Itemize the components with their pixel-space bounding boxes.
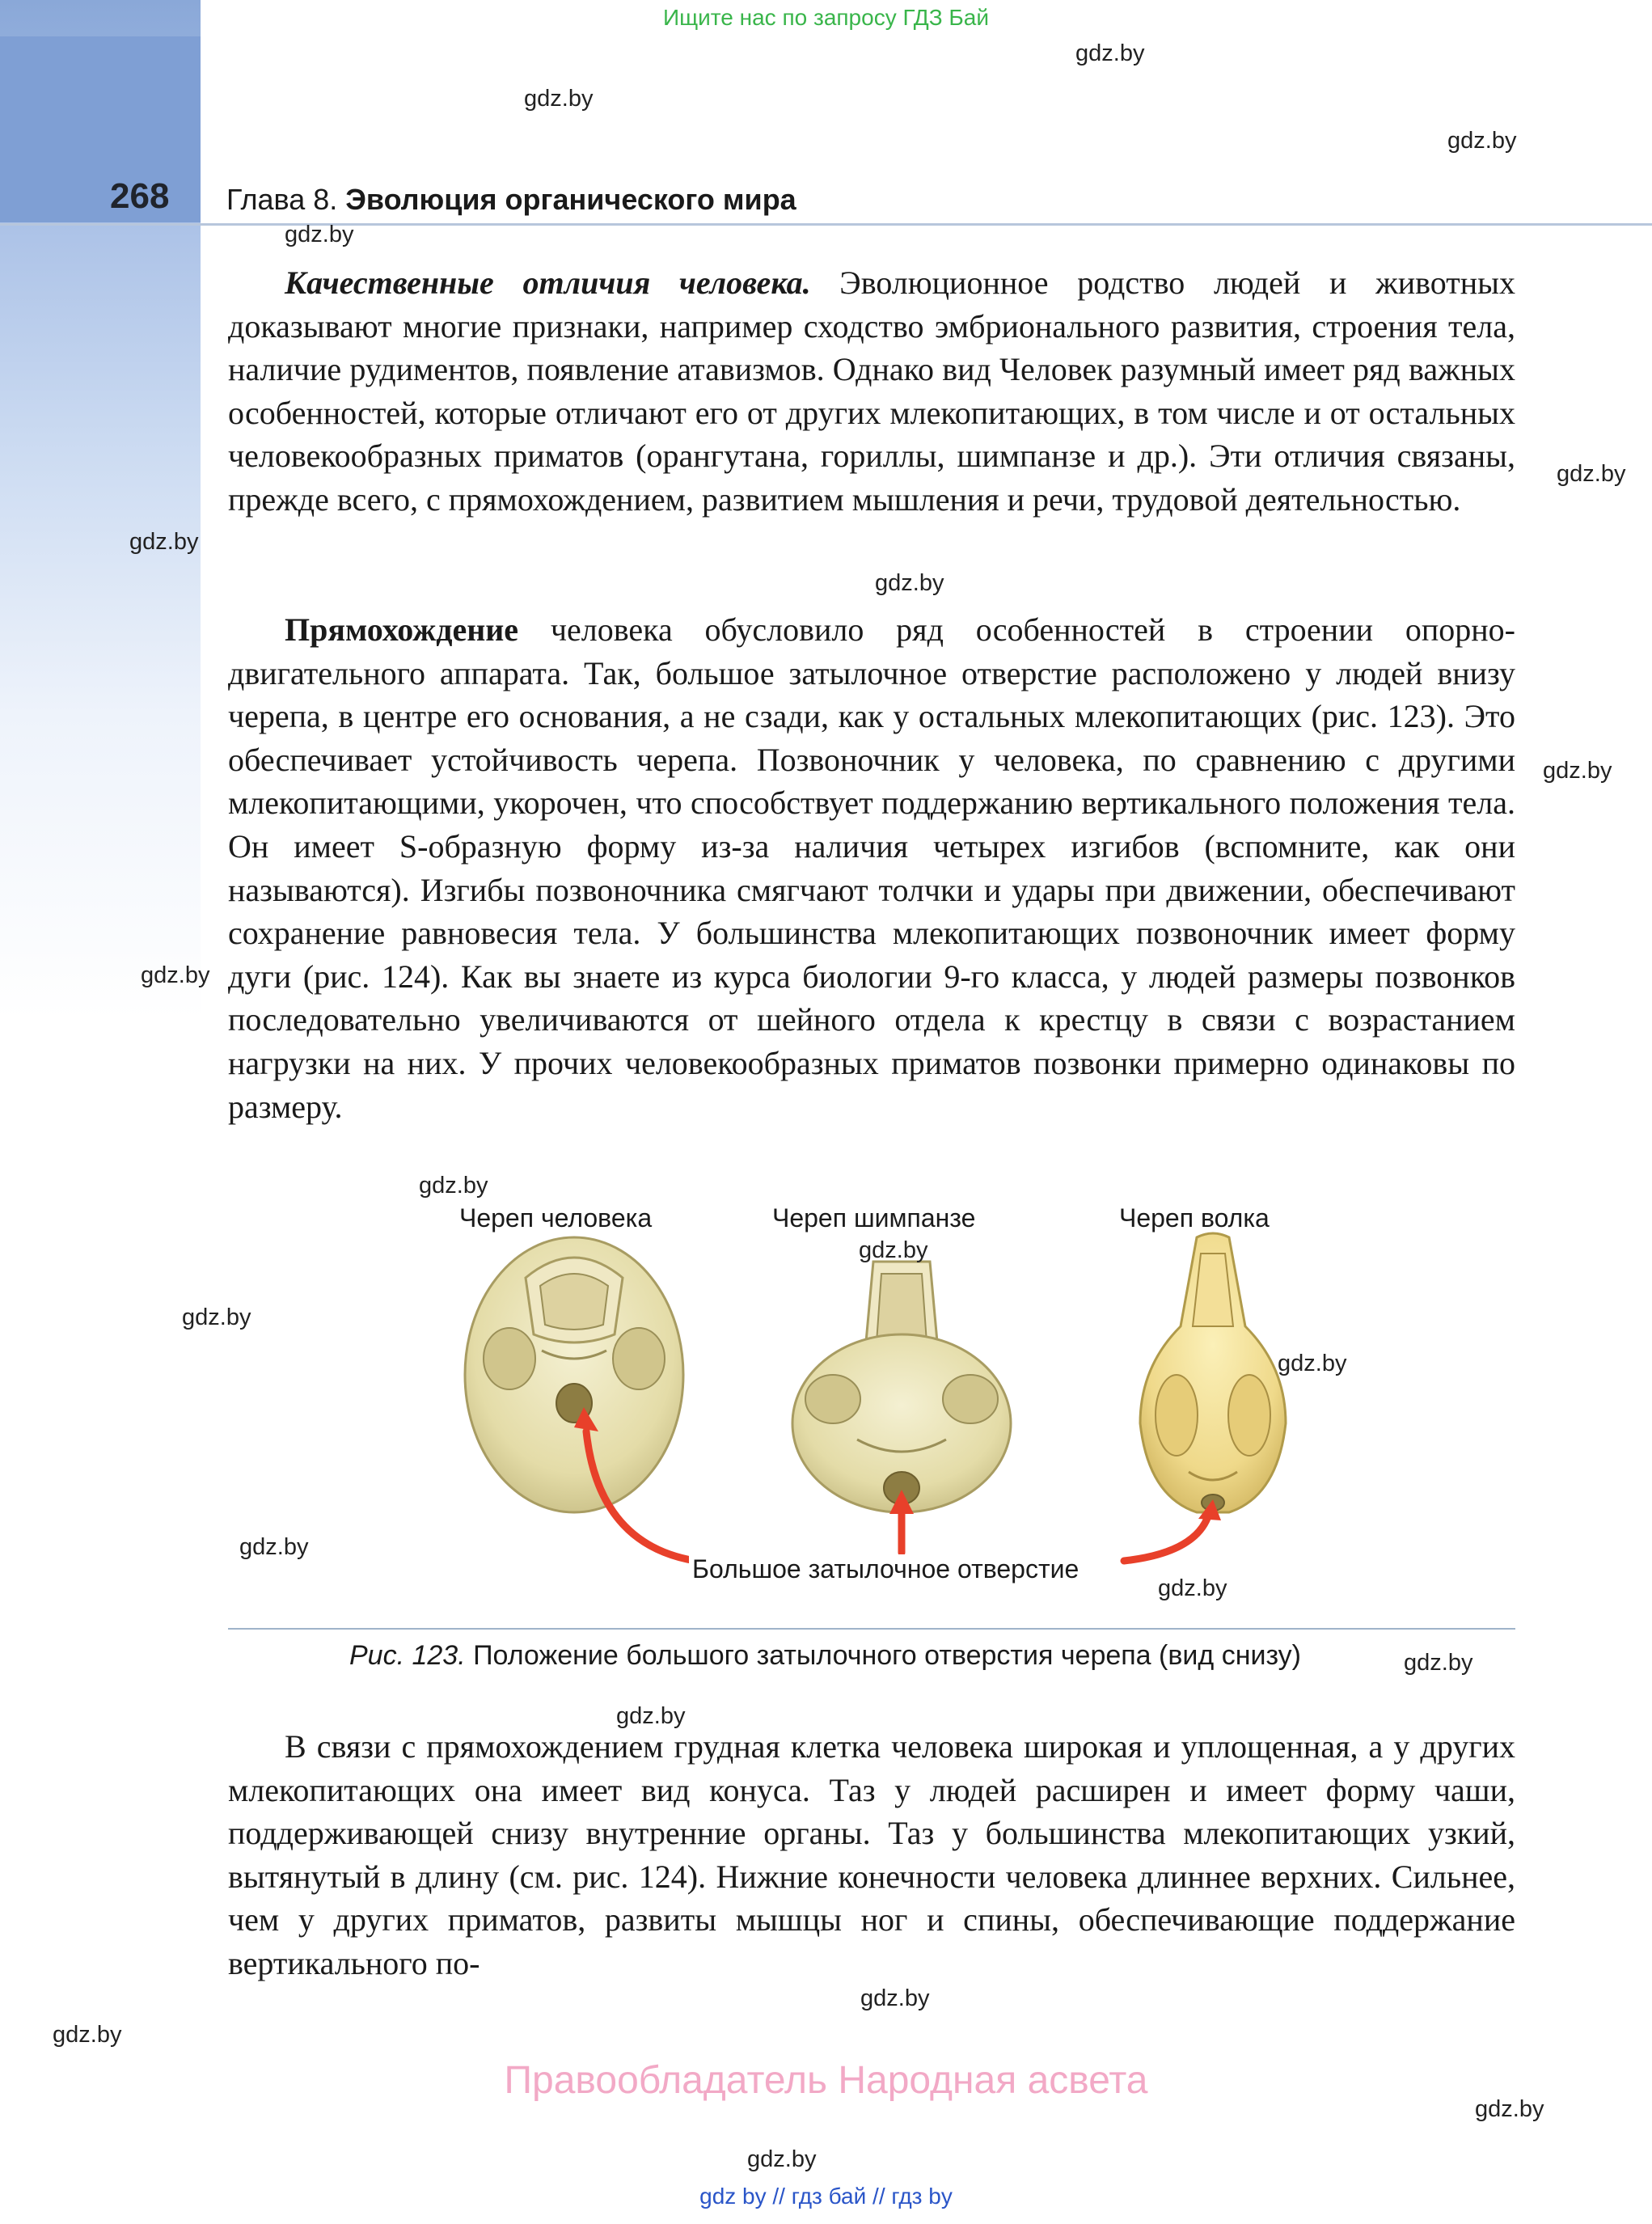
watermark: gdz.by: [1447, 128, 1517, 154]
chimp-skull: [792, 1262, 1011, 1512]
page-number: 268: [110, 176, 170, 216]
chapter-heading: [226, 183, 796, 217]
paragraph-lead: Качественные отличия человека.: [285, 264, 811, 301]
header-color-block: [0, 36, 201, 222]
watermark: gdz.by: [1557, 461, 1626, 487]
paragraph-bipedalism: [228, 608, 1515, 1128]
watermark: gdz.by: [141, 962, 210, 988]
paragraph-chest-pelvis: [228, 1725, 1515, 1985]
watermark: gdz.by: [1158, 1575, 1227, 1601]
watermark: gdz.by: [1075, 40, 1145, 66]
watermark: gdz.by: [747, 2146, 817, 2172]
paragraph-text: Эволюционное родство людей и животных доказывают многие признаки, например сходство эмбрионального развития, строения тела, наличие рудиментов, появление атавизмов. Однако вид Человек разумный имеет ряд важных особенностей, которые отличают его от других млекопитающих, в том числе и от остальных человекообразных приматов (орангутана, гориллы, шимпанзе и др.). Эти отличия связаны, прежде всего, с прямохождением, развитием мышления и речи, трудовой деятельностью.: [228, 264, 1515, 518]
skulls-illustration: [453, 1229, 1326, 1585]
figure-caption: [349, 1640, 1301, 1672]
chapter-prefix: Глава 8.: [226, 183, 338, 216]
chapter-title: Эволюция органического мира: [345, 183, 796, 216]
watermark: gdz.by: [1404, 1650, 1473, 1676]
watermark: gdz.by: [53, 2022, 122, 2048]
watermark: gdz.by: [875, 570, 944, 596]
watermark: gdz.by: [1543, 758, 1612, 784]
watermark: gdz.by: [616, 1703, 686, 1729]
figure-rule: [228, 1628, 1515, 1630]
watermark: gdz.by: [1278, 1351, 1347, 1376]
watermark: gdz.by: [285, 222, 354, 247]
paragraph-qualitative-differences: [228, 261, 1515, 522]
caption-text: Положение большого затылочного отверстия черепа (вид снизу): [465, 1640, 1301, 1671]
watermark: gdz.by: [859, 1237, 928, 1263]
watermark: gdz.by: [239, 1534, 309, 1560]
label-foramen-magnum: Большое затылочное отверстие: [689, 1554, 1082, 1584]
watermark: gdz.by: [129, 529, 199, 555]
paragraph-lead: Прямохождение: [285, 611, 519, 648]
label-human-skull: Череп человека: [459, 1203, 653, 1233]
header-rule: [0, 223, 1652, 226]
watermark: gdz.by: [524, 86, 594, 112]
footer-links[interactable]: gdz by // гдз бай // гдз by: [699, 2184, 953, 2209]
rights-holder-notice: Правообладатель Народная асвета: [504, 2059, 1148, 2102]
human-skull: [465, 1237, 683, 1512]
paragraph-text: человека обусловило ряд особенностей в строении опорно-двигательного аппарата. Так, большое затылочное отверстие расположено у людей внизу черепа, в центре его основания, а не сзади, как у остальных млекопитающих (рис. 123). Это обеспечивает устойчивость черепа. Позвоночник у человека, по сравнению с другими млекопитающими, укорочен, что способствует поддержанию вертикального положения тела. Он имеет S-образную форму из-за наличия четырех изгибов (вспомните, как они называются). Изгибы позвоночника смягчают толчки и удары при движении, обеспечивают сохранение равновесия тела. У большинства млекопитающих позвоночник имеет форму дуги (рис. 124). Как вы знаете из курса биологии 9-го класса, у людей размеры позвонков последовательно увеличиваются от шейного отдела к крестцу в связи с возрастанием нагрузки на них. У прочих человекообразных приматов позвонки примерно одинаковы по размеру.: [228, 611, 1515, 1125]
label-wolf-skull: Череп волка: [1119, 1203, 1270, 1233]
watermark: gdz.by: [419, 1173, 488, 1199]
search-hint-link[interactable]: Ищите нас по запросу ГДЗ Бай: [662, 5, 990, 30]
paragraph-text: В связи с прямохождением грудная клетка человека широкая и уплощенная, а у других млекопитающих она имеет вид конуса. Таз у людей расширен и имеет форму чаши, поддерживающей снизу внутренние органы. Таз у большинства млекопитающих узкий, вытянутый в длину (см. рис. 124). Нижние конечности человека длиннее верхних. Сильнее, чем у других приматов, развиты мышцы ног и спины, обеспечивающие поддержание вертикального по-: [228, 1728, 1515, 1981]
watermark: gdz.by: [182, 1304, 251, 1330]
label-chimp-skull: Череп шимпанзе: [772, 1203, 976, 1233]
wolf-skull: [1140, 1233, 1286, 1512]
caption-number: Рис. 123.: [349, 1640, 466, 1671]
watermark: gdz.by: [860, 1985, 930, 2011]
watermark: gdz.by: [1475, 2096, 1544, 2122]
